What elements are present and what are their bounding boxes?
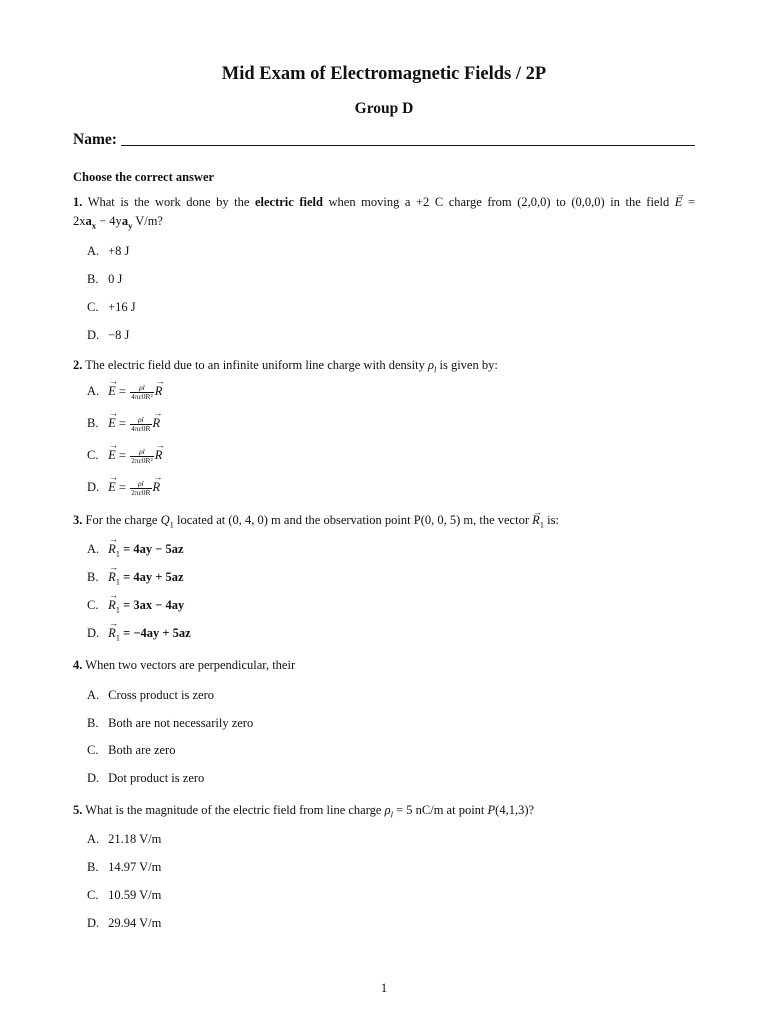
question-1-line-1: 1. What is the work done by the electric field when moving a +2 C charge from (2,0,0) to (0,0,0) in the field → E = [73,193,695,212]
option-letter: D. [87,771,100,785]
question-1-line-2 [73,214,163,231]
r-vector: → R [155,448,163,463]
question-number: 3. [73,513,83,527]
unit-vector: a [121,214,129,228]
fraction [130,384,154,401]
r-vector: → R [153,480,161,495]
r-vector-sub: 1 [115,632,121,643]
option-text: = 4ay + 5az [123,570,184,584]
point-symbol: P [487,803,496,817]
option-letter: B. [87,860,99,874]
charge-sub: 1 [169,519,174,530]
question-2-option-d[interactable]: D. → E = $\frac{\rho l}{2\pi\varepsilon 0R}$ → R [87,480,160,497]
option-letter: A. [87,688,100,702]
option-text: 14.97 V/m [108,860,162,874]
option-text: Cross product is zero [108,688,215,702]
field-vector: → E [108,448,116,463]
option-letter: D. [87,480,100,495]
question-2-option-c[interactable]: C. → E = $\frac{\rho l}{\text{2πε0R²}}$ → R [87,448,162,465]
r-vector-sub: 1 [115,548,121,559]
unit-vector: a [85,214,92,228]
group-label: Group D [354,100,414,117]
option-text: +16 J [108,300,136,314]
r-vector: → R [108,570,116,585]
option-letter: D. [87,328,100,342]
option-letter: C. [87,598,99,612]
charge-density-sub: l [390,809,393,820]
r-vector: → R [108,598,116,613]
question-text: when moving a +2 C charge from (2,0,0) to (0,0,0) in the field [328,195,670,209]
fraction-numerator: ρl [130,384,154,393]
option-letter: B. [87,416,99,431]
question-1-option-d[interactable] [87,328,129,343]
option-text: 10.59 V/m [108,888,162,902]
question-text: located at (0, 4, 0) m and the observation point P(0, 0, 5) m, the vector [177,513,529,527]
question-3-option-a[interactable] [87,542,184,559]
name-label: Name: [73,131,117,148]
option-text: 29.94 V/m [108,916,162,930]
question-number: 2. [73,358,83,372]
charge-symbol: Q [160,513,170,527]
unit-vector-sub: y [128,220,133,231]
option-text: 0 J [108,272,123,286]
option-letter: B. [87,570,99,584]
option-text: +8 J [108,244,130,258]
question-number: 4. [73,658,83,672]
question-text-bold: electric field [254,195,323,209]
question-4-option-c[interactable] [87,743,175,758]
instructions: Choose the correct answer [73,170,215,184]
r-vector: → R [532,511,540,530]
r-vector: → R [153,416,161,431]
fraction-numerator: ρl [130,416,151,425]
question-5-option-a[interactable] [87,832,161,847]
charge-density-symbol: ρ [428,358,434,372]
option-letter: A. [87,832,100,846]
name-underline [121,145,695,146]
option-letter: A. [87,244,100,258]
option-text: −8 J [108,328,130,342]
field-vector: → E [108,384,116,399]
option-text: = 4ay − 5az [123,542,184,556]
question-1-option-c[interactable] [87,300,136,315]
field-term: − 4y [96,214,122,228]
option-text: Both are not necessarily zero [108,716,254,730]
option-text: = −4ay + 5az [123,626,191,640]
question-1-option-a[interactable] [87,244,129,259]
option-letter: B. [87,716,99,730]
question-4-option-b[interactable] [87,716,253,731]
option-letter: C. [87,888,99,902]
option-letter: C. [87,743,99,757]
question-5 [73,801,695,825]
r-vector-sub: 1 [539,519,545,530]
field-vector: → E [108,416,116,431]
question-3-option-b[interactable] [87,570,184,587]
r-vector-sub: 1 [115,576,121,587]
question-text: is: [547,513,559,527]
field-term: 2x [73,214,86,228]
option-letter: B. [87,272,99,286]
option-letter: C. [87,300,99,314]
exam-title: Mid Exam of Electromagnetic Fields / 2P [221,64,547,84]
question-4-option-a[interactable] [87,688,214,703]
r-vector-sub: 1 [115,604,121,615]
field-vector: → E [675,193,683,212]
question-5-option-c[interactable] [87,888,161,903]
question-text: is given by: [439,358,498,372]
fraction-numerator: ρl [130,448,154,457]
charge-density-symbol: ρ [384,803,391,817]
question-5-option-b[interactable] [87,860,161,875]
option-letter: A. [87,542,100,556]
fraction-denominator: 2πε0R² [131,456,153,465]
question-1-option-b[interactable] [87,272,122,287]
fraction [130,448,154,465]
option-letter: A. [87,384,100,399]
option-letter: D. [87,626,100,640]
question-4-option-d[interactable] [87,771,204,786]
question-number: 5. [73,803,83,817]
question-text: = 5 nC/m at point [396,803,485,817]
question-4 [73,656,695,675]
unit-vector-sub: x [91,220,96,231]
r-vector: → R [108,626,116,641]
question-text: When two vectors are perpendicular, their [85,658,296,672]
fraction-denominator: 4πε0R² [131,392,153,401]
option-text: Dot product is zero [108,771,205,785]
field-unit: V/m? [132,214,163,228]
fraction [130,416,151,433]
option-text: Both are zero [108,743,176,757]
question-1 [73,193,695,236]
option-text: 21.18 V/m [108,832,162,846]
question-text: What is the work done by the [87,195,250,209]
question-3-option-d[interactable] [87,626,191,643]
fraction-denominator: 4πε0R [131,424,151,433]
fraction [130,480,151,497]
charge-density-sub: l [434,364,437,375]
r-vector: → R [108,542,116,557]
name-row [73,131,695,149]
question-text: The electric field due to an infinite uniform line charge with density [85,358,425,372]
question-2-option-b[interactable]: B. → E = $\frac{\rho l}{4\pi\varepsilon 0R}$ → R [87,416,160,433]
option-letter: D. [87,916,100,930]
fraction-numerator: ρl [130,480,151,489]
question-number: 1. [73,195,83,209]
page-number: 1 [380,981,388,995]
r-vector: → R [155,384,163,399]
option-letter: C. [87,448,99,463]
question-2-option-a[interactable]: A. → E = $\frac{\rho l}{\text{4πε0R²}}$ → R [87,384,162,401]
point-coords: (4,1,3)? [495,803,535,817]
question-3-option-c[interactable] [87,598,184,615]
question-2 [73,356,695,380]
question-5-option-d[interactable] [87,916,161,931]
option-text: = 3ax − 4ay [123,598,185,612]
fraction-denominator: 2πε0R [131,488,151,497]
question-text: What is the magnitude of the electric field from line charge [85,803,382,817]
question-3 [73,511,695,535]
question-text: For the charge [85,513,158,527]
field-vector: → E [108,480,116,495]
